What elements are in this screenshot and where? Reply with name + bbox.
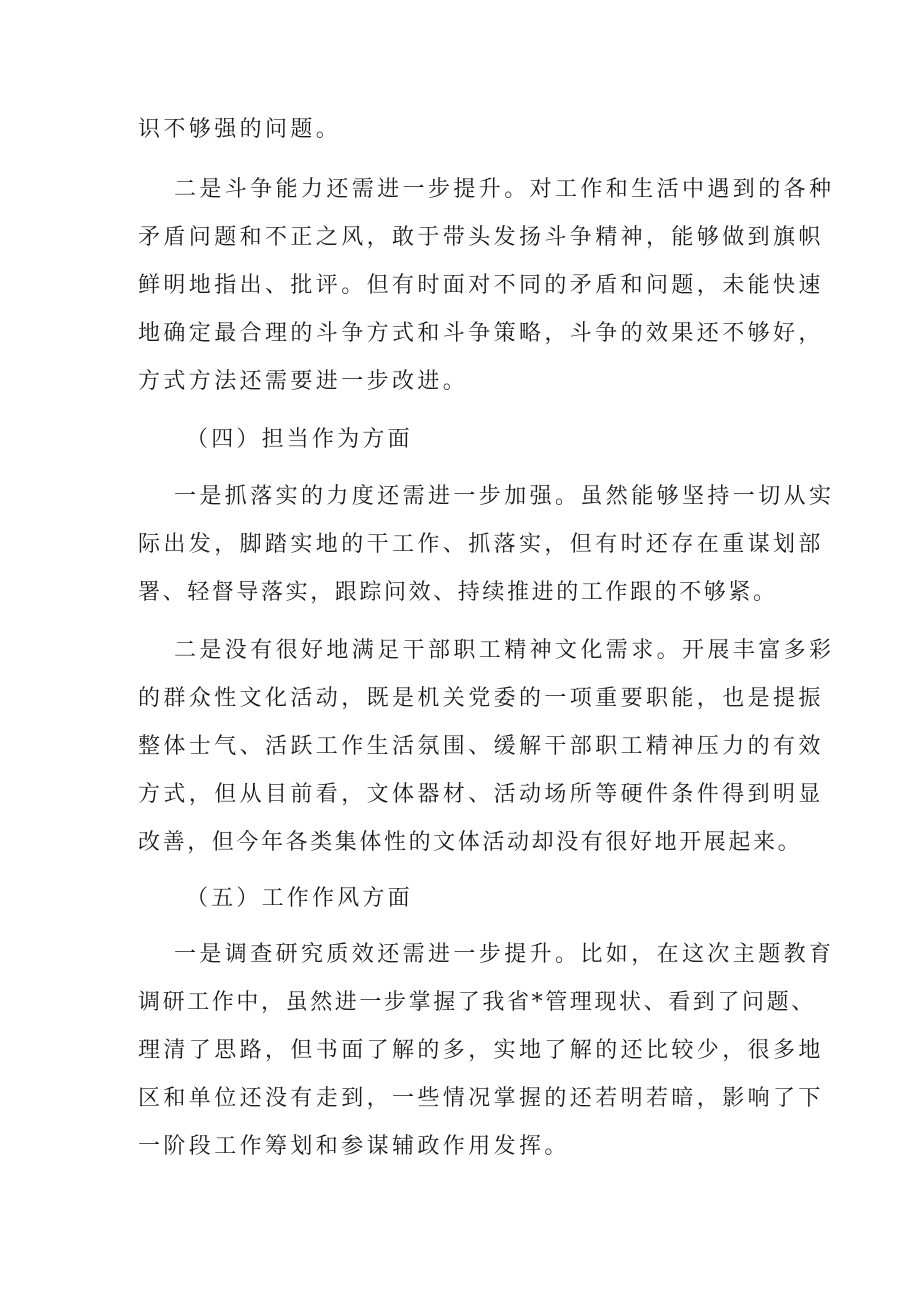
paragraph-line: 地确定最合理的斗争方式和斗争策略，斗争的效果还不够好， xyxy=(138,321,824,346)
paragraph-line: 二是没有很好地满足干部职工精神文化需求。开展丰富多彩 xyxy=(174,638,835,663)
paragraph-line: 署、轻督导落实，跟踪问效、持续推进的工作跟的不够紧。 xyxy=(138,580,778,605)
paragraph-line: 整体士气、活跃工作生活氛围、缓解干部职工精神压力的有效 xyxy=(138,734,824,759)
section-heading: （五）工作作风方面 xyxy=(186,886,413,911)
paragraph-line: 的群众性文化活动，既是机关党委的一项重要职能，也是提振 xyxy=(138,686,824,711)
paragraph-line: 一阶段工作筹划和参谋辅政作用发挥。 xyxy=(138,1134,570,1159)
paragraph-line: 区和单位还没有走到，一些情况掌握的还若明若暗，影响了下 xyxy=(138,1086,824,1111)
paragraph-line: 一是调查研究质效还需进一步提升。比如，在这次主题教育 xyxy=(174,942,835,967)
paragraph-line: 际出发，脚踏实地的干工作、抓落实，但有时还存在重谋划部 xyxy=(138,532,824,557)
section-heading: （四）担当作为方面 xyxy=(186,427,413,452)
paragraph-line: 鲜明地指出、批评。但有时面对不同的矛盾和问题，未能快速 xyxy=(138,273,824,298)
paragraph-line: 方式，但从目前看，文体器材、活动场所等硬件条件得到明显 xyxy=(138,782,824,807)
paragraph-line: 调研工作中，虽然进一步掌握了我省*管理现状、看到了问题、 xyxy=(138,990,816,1015)
paragraph-line: 二是斗争能力还需进一步提升。对工作和生活中遇到的各种 xyxy=(174,177,835,202)
paragraph-line: 矛盾问题和不正之风，敢于带头发扬斗争精神，能够做到旗帜 xyxy=(138,225,824,250)
paragraph-line: 识不够强的问题。 xyxy=(138,117,342,142)
paragraph-line: 一是抓落实的力度还需进一步加强。虽然能够坚持一切从实 xyxy=(174,484,835,509)
paragraph-line: 方式方法还需要进一步改进。 xyxy=(138,369,469,394)
paragraph-line: 理清了思路，但书面了解的多，实地了解的还比较少，很多地 xyxy=(138,1038,824,1063)
paragraph-line: 改善，但今年各类集体性的文体活动却没有很好地开展起来。 xyxy=(138,830,803,855)
